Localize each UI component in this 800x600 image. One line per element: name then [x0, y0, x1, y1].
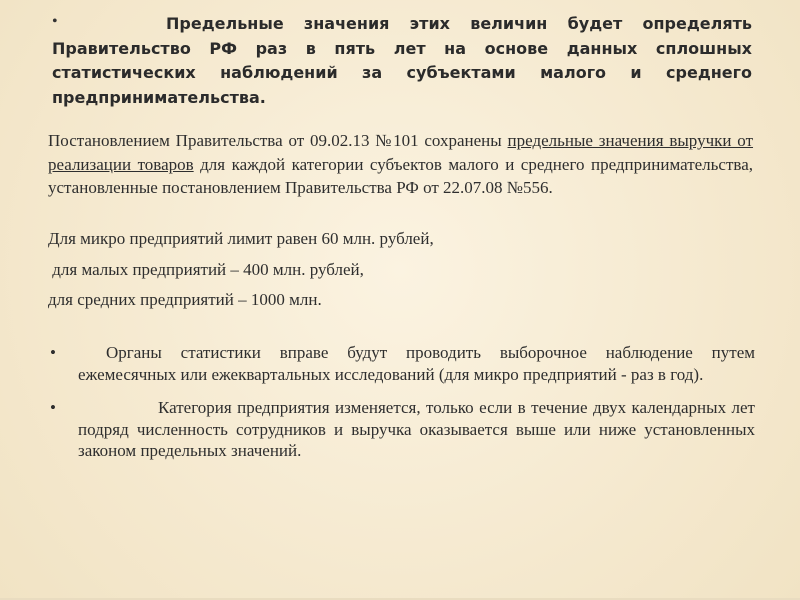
bullet-item-category	[50, 397, 755, 462]
bold-heading-text: Предельные значения этих величин будет определять Правительство РФ раз в пять лет на основе данных сплошных статистических наблюдений за субъектами малого и среднего предпринимательства.	[52, 14, 752, 107]
bold-heading-block	[52, 12, 752, 110]
bullet-item-text: Категория предприятия изменяется, только если в течение двух календарных лет подряд численность сотрудников и выручка оказывается выше или ниже установленных законом предельных значений.	[78, 398, 755, 460]
limit-micro: Для микро предприятий лимит равен 60 млн. рублей,	[48, 229, 434, 248]
limits-list	[48, 227, 753, 319]
limit-medium: для средних предприятий – 1000 млн.	[48, 290, 322, 309]
bullet-item-statistics	[50, 342, 755, 385]
main-paragraph-underlined: предельные значения выручки от реализации товаров	[48, 131, 754, 174]
main-paragraph-part1: Постановлением Правительства от 09.02.13 №101 сохранены	[48, 131, 508, 150]
bullet-list	[50, 342, 755, 474]
bullet-dot: •	[50, 343, 56, 362]
main-paragraph	[48, 129, 753, 200]
bullet-dot: •	[50, 398, 56, 417]
bullet-item-text: Органы статистики вправе будут проводить выборочное наблюдение путем ежемесячных или ежеквартальных исследований (для микро предприятий - раз в год).	[78, 343, 755, 384]
main-paragraph-part2: для каждой категории субъектов малого и среднего предпринимательства, установленные постановлением Правительства РФ от 22.07.08 №556.	[48, 154, 753, 197]
bullet-dot: •	[52, 13, 58, 30]
limit-small: для малых предприятий – 400 млн. рублей,	[48, 259, 364, 279]
